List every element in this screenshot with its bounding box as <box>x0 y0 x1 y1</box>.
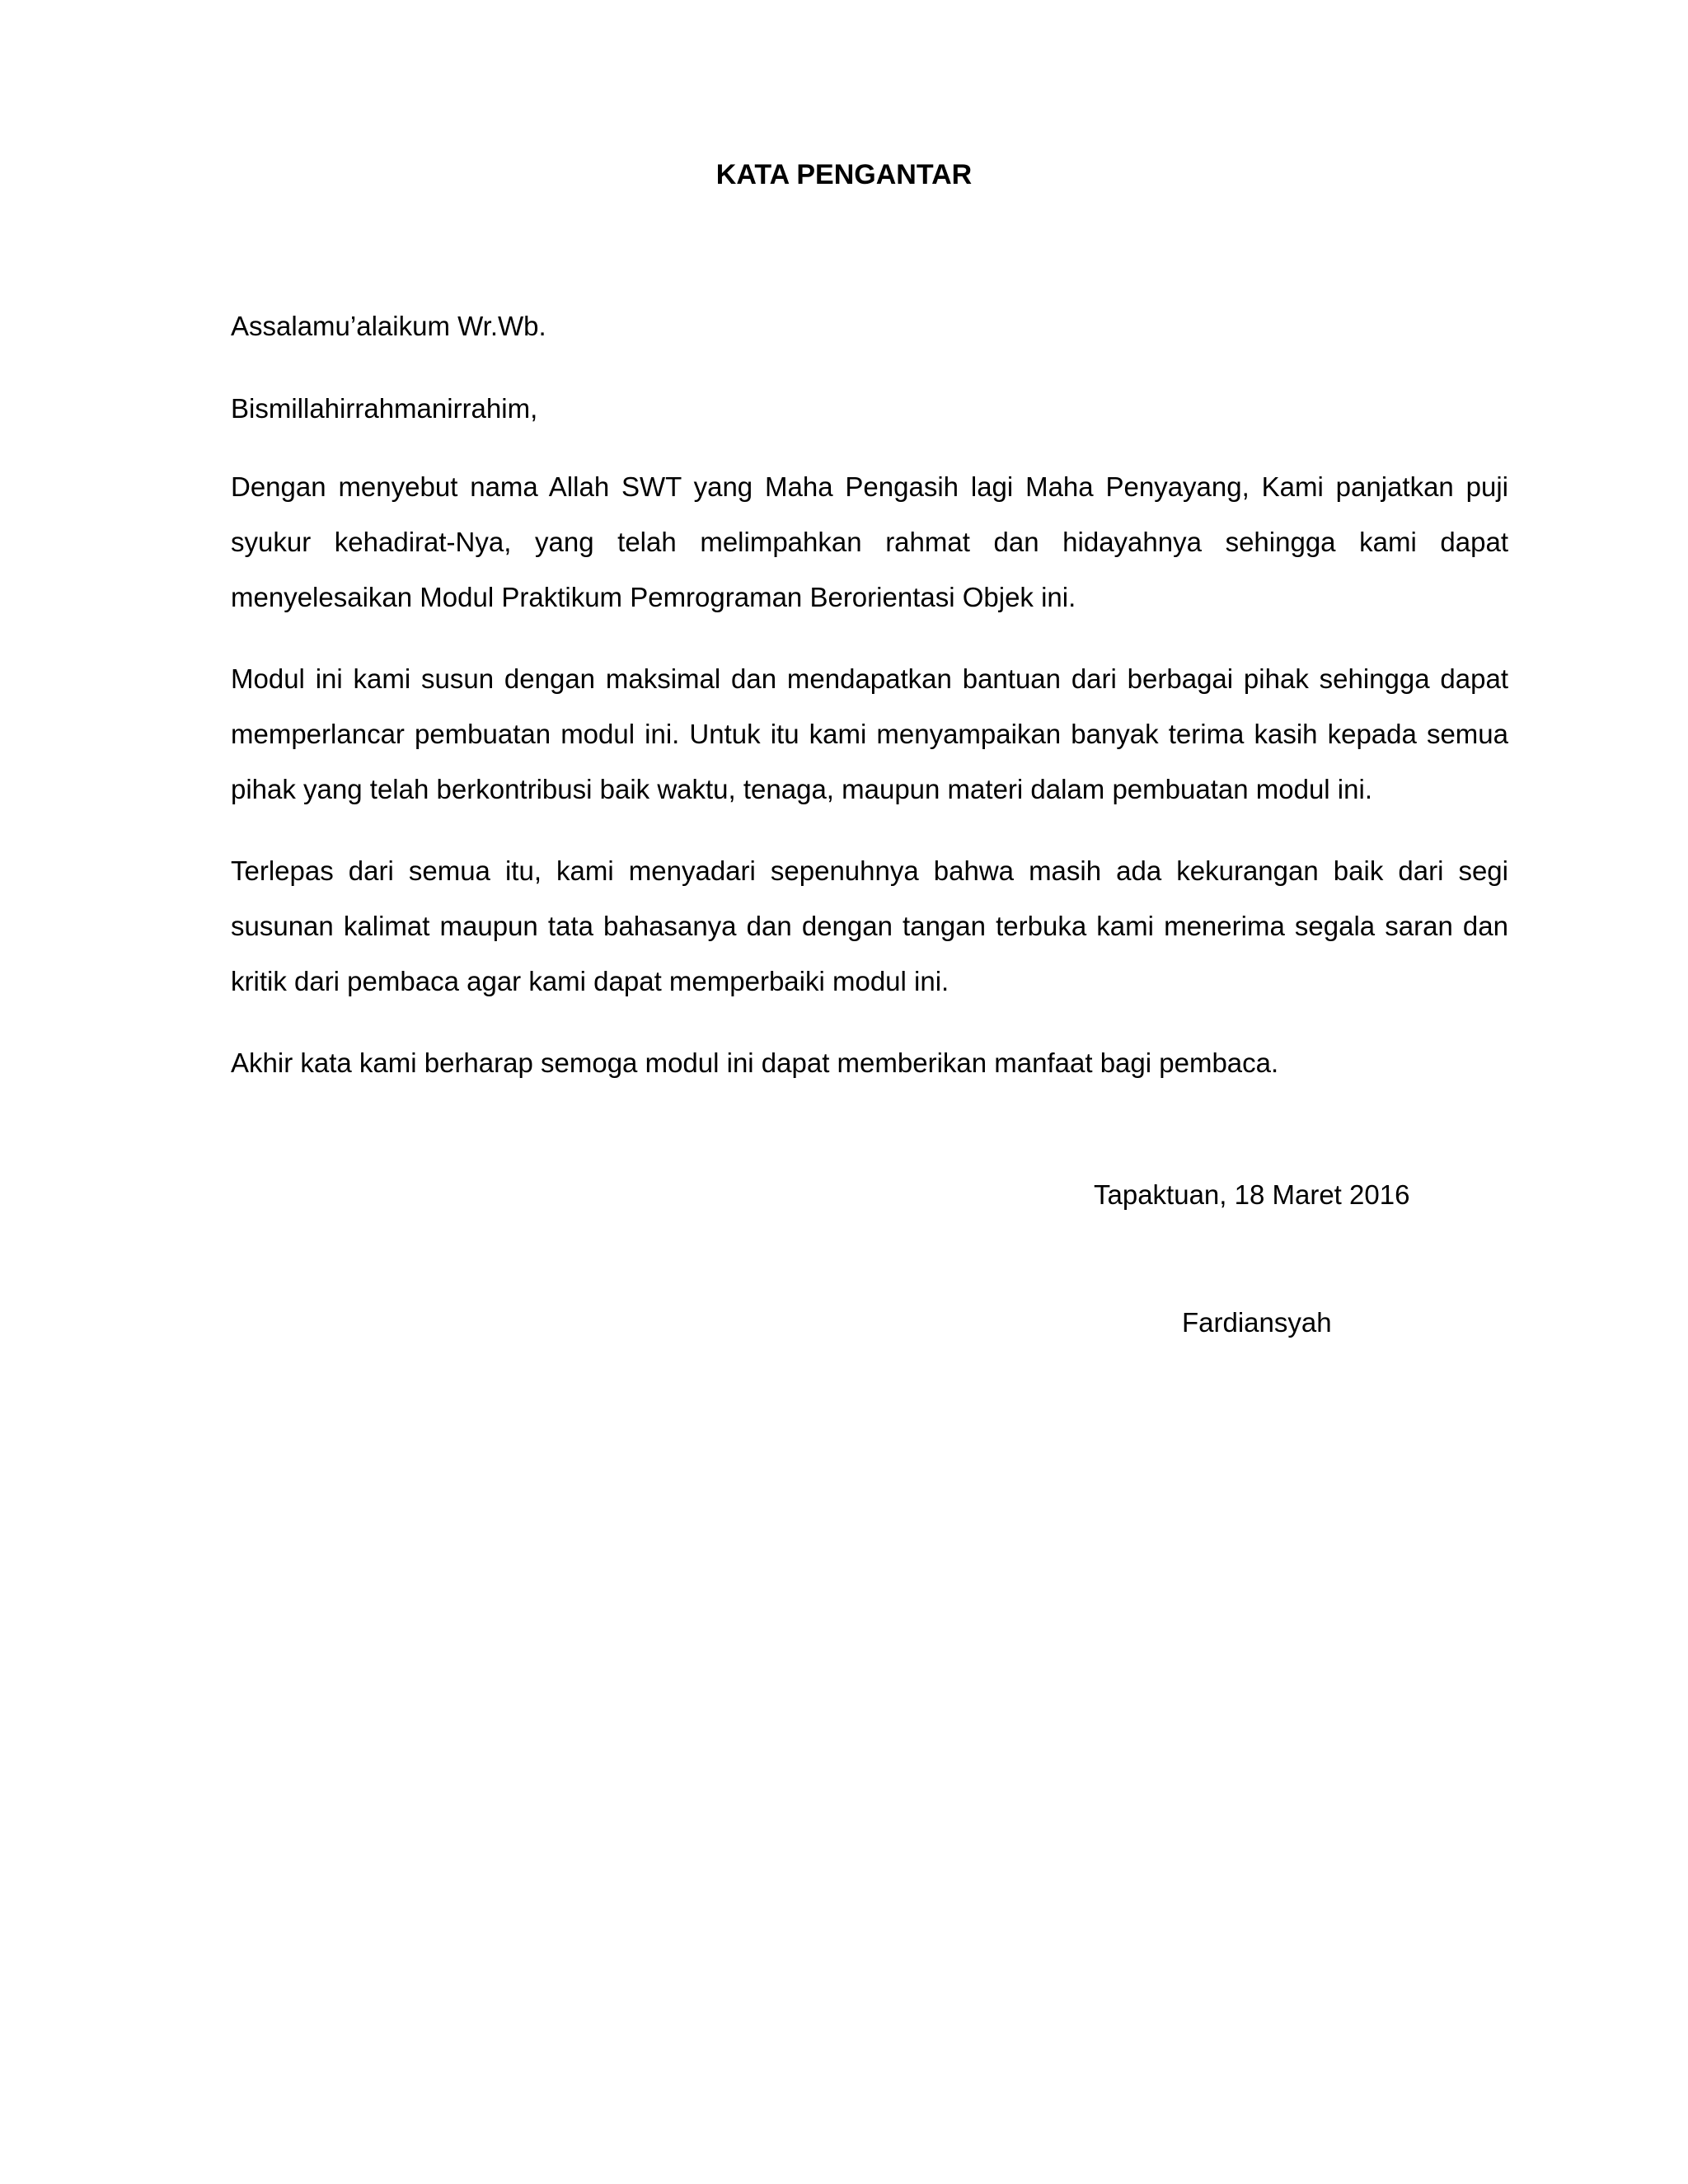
paragraph-apology: Terlepas dari semua itu, kami menyadari sepenuhnya bahwa masih ada kekurangan baik dari segi susunan kalimat maupun tata bahasanya dan dengan tangan terbuka kami menerima segala saran dan kritik dari pembaca agar kami dapat memperbaiki modul ini. <box>231 855 1508 996</box>
signature-place-date: Tapaktuan, 18 Maret 2016 <box>1094 1179 1410 1210</box>
greeting-text: Assalamu’alaikum Wr.Wb. <box>231 311 546 341</box>
closing-text: Akhir kata kami berharap semoga modul ini dapat memberikan manfaat bagi pembaca. <box>231 1047 1279 1078</box>
bismillah-text: Bismillahirrahmanirrahim, <box>231 393 538 424</box>
paragraph-opening: Dengan menyebut nama Allah SWT yang Maha Pengasih lagi Maha Penyayang, Kami panjatkan puji syukur kehadirat-Nya, yang telah melimpahkan rahmat dan hidayahnya sehingga kami dapat menyelesaikan Modul Praktikum Pemrograman Berorientasi Objek ini. <box>231 471 1508 612</box>
paragraph-thanks: Modul ini kami susun dengan maksimal dan mendapatkan bantuan dari berbagai pihak sehingga dapat memperlancar pembuatan modul ini. Untuk itu kami menyampaikan banyak terima kasih kepada semua pihak yang telah berkontribusi baik waktu, tenaga, maupun materi dalam pembuatan modul ini. <box>231 663 1508 804</box>
signature-name: Fardiansyah <box>1182 1307 1332 1338</box>
page-title: KATA PENGANTAR <box>715 159 973 190</box>
